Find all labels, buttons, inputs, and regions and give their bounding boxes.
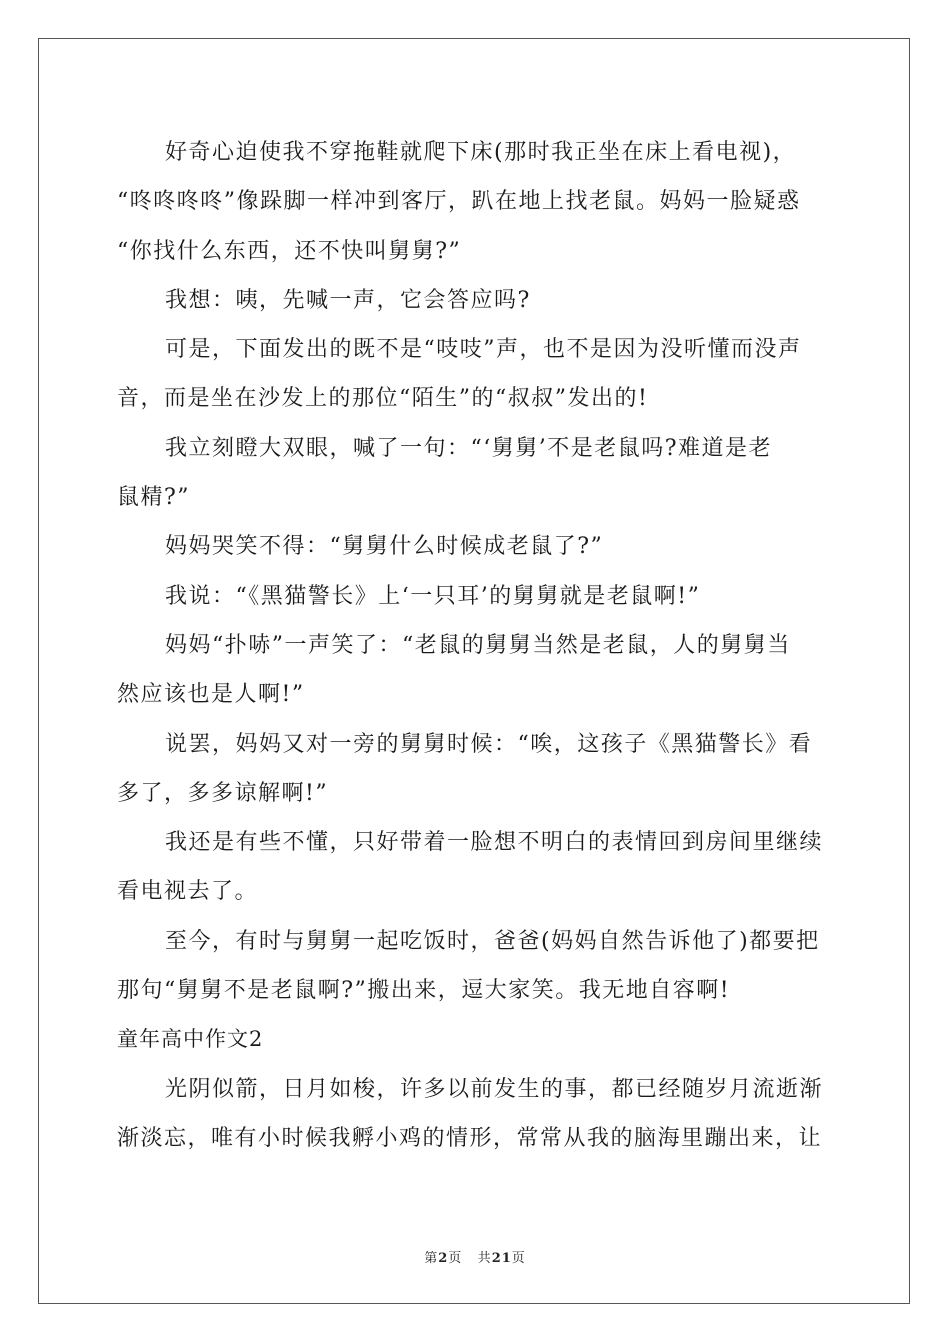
text-line: 我说：“《黑猫警长》上‘一只耳’的舅舅就是老鼠啊!”: [165, 583, 701, 609]
text-line: 我想：咦，先喊一声，它会答应吗?: [165, 287, 531, 313]
text-line: 然应该也是人啊!”: [117, 682, 305, 708]
text-line: 多了，多多谅解啊!”: [117, 780, 329, 806]
section-heading: 童年高中作文2: [117, 1027, 264, 1052]
text-line: “咚咚咚咚”像跺脚一样冲到客厅，趴在地上找老鼠。妈妈一脸疑惑: [117, 189, 801, 215]
page-footer: [0, 1247, 950, 1266]
text-line: 那句“舅舅不是老鼠啊?”搬出来，逗大家笑。我无地自容啊!: [117, 978, 731, 1004]
page-suffix: 页: [448, 1251, 463, 1266]
text-line: 我立刻瞪大双眼，喊了一句：“‘舅舅’不是老鼠吗?难道是老: [165, 435, 773, 461]
document-body: [117, 128, 833, 1163]
text-line: 至今，有时与舅舅一起吃饭时，爸爸(妈妈自然告诉他了)都要把: [165, 928, 820, 954]
text-line: 光阴似箭，日月如梭，许多以前发生的事，都已经随岁月流逝渐: [165, 1076, 824, 1102]
text-line: 渐淡忘，唯有小时候我孵小鸡的情形，常常从我的脑海里蹦出来，让: [117, 1125, 823, 1151]
page-number: 2: [438, 1251, 449, 1266]
total-pages: 21: [491, 1251, 512, 1266]
text-line: 鼠精?”: [117, 485, 191, 511]
text-line: “你找什么东西，还不快叫舅舅?”: [117, 238, 462, 264]
text-line: 音，而是坐在沙发上的那位“陌生”的“叔叔”发出的!: [117, 386, 649, 412]
text-line: 妈妈哭笑不得：“舅舅什么时候成老鼠了?”: [165, 534, 604, 560]
text-line: 可是，下面发出的既不是“吱吱”声，也不是因为没听懂而没声: [165, 337, 802, 363]
text-line: 看电视去了。: [117, 879, 259, 905]
text-line: 我还是有些不懂，只好带着一脸想不明白的表情回到房间里继续: [165, 830, 824, 856]
text-line: 妈妈“扑哧”一声笑了：“老鼠的舅舅当然是老鼠，人的舅舅当: [165, 632, 791, 658]
total-prefix: 共: [477, 1251, 492, 1266]
total-suffix: 页: [511, 1251, 526, 1266]
page-prefix: 第: [424, 1251, 439, 1266]
text-line: 说罢，妈妈又对一旁的舅舅时候：“唉，这孩子《黑猫警长》看: [165, 731, 813, 757]
text-line: 好奇心迫使我不穿拖鞋就爬下床(那时我正坐在床上看电视)，: [165, 140, 797, 165]
